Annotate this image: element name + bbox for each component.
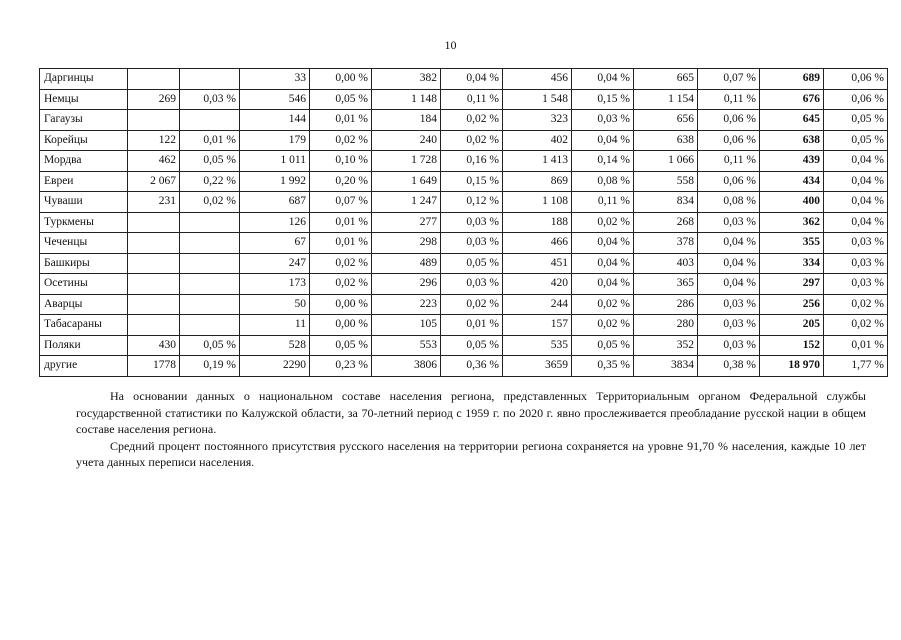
percent-cell: 0,04 % [698,233,760,254]
count-cell: 1778 [128,356,180,377]
count-cell: 33 [240,69,310,90]
count-cell: 402 [503,130,572,151]
percent-cell: 0,04 % [824,151,888,172]
count-cell: 1 148 [372,89,441,110]
percent-cell: 0,06 % [698,171,760,192]
count-cell: 298 [372,233,441,254]
count-cell [128,110,180,131]
percent-cell: 0,15 % [572,89,634,110]
nationality-name-cell: Чеченцы [40,233,128,254]
count-cell: 286 [634,294,698,315]
percent-cell: 0,11 % [698,89,760,110]
percent-cell: 0,06 % [824,89,888,110]
count-cell: 638 [760,130,824,151]
percent-cell [180,233,240,254]
percent-cell: 0,02 % [572,315,634,336]
percent-cell: 0,03 % [698,335,760,356]
percent-cell: 0,03 % [572,110,634,131]
count-cell [128,294,180,315]
count-cell: 1 011 [240,151,310,172]
table-row [40,171,888,192]
table-row [40,89,888,110]
percent-cell: 0,04 % [572,253,634,274]
paragraph-conclusion: На основании данных о национальном составе населения региона, представленных Территориальным органом Федеральной службы государственной статистики по Калужской области, за 70-летний период с 1959 г. по 2020 г. явно прослеживается преобладание русской нации в общем составе населения региона. [76,389,866,436]
table-row [40,69,888,90]
count-cell: 430 [128,335,180,356]
count-cell: 297 [760,274,824,295]
percent-cell: 0,00 % [310,315,372,336]
count-cell: 323 [503,110,572,131]
count-cell: 1 992 [240,171,310,192]
percent-cell: 0,11 % [572,192,634,213]
percent-cell: 0,02 % [310,274,372,295]
count-cell: 256 [760,294,824,315]
percent-cell: 0,07 % [310,192,372,213]
table-row [40,335,888,356]
nationality-name-cell: Осетины [40,274,128,295]
count-cell: 105 [372,315,441,336]
count-cell: 1 066 [634,151,698,172]
count-cell: 378 [634,233,698,254]
count-cell: 362 [760,212,824,233]
table-row [40,192,888,213]
percent-cell: 0,04 % [572,69,634,90]
percent-cell: 0,04 % [698,253,760,274]
percent-cell: 0,03 % [698,294,760,315]
percent-cell: 0,04 % [824,171,888,192]
table-row [40,315,888,336]
nationality-name-cell: Аварцы [40,294,128,315]
count-cell: 420 [503,274,572,295]
nationality-name-cell: Мордва [40,151,128,172]
count-cell: 334 [760,253,824,274]
percent-cell: 0,06 % [698,110,760,131]
count-cell: 126 [240,212,310,233]
count-cell [128,253,180,274]
percent-cell: 0,02 % [441,130,503,151]
percent-cell: 0,02 % [824,294,888,315]
count-cell: 462 [128,151,180,172]
percent-cell: 0,23 % [310,356,372,377]
percent-cell: 0,04 % [572,130,634,151]
table-row [40,253,888,274]
percent-cell: 0,14 % [572,151,634,172]
count-cell: 1 413 [503,151,572,172]
count-cell: 834 [634,192,698,213]
percent-cell: 0,01 % [310,212,372,233]
body-text [76,388,866,471]
count-cell: 67 [240,233,310,254]
percent-cell: 0,02 % [572,294,634,315]
count-cell: 2290 [240,356,310,377]
count-cell: 466 [503,233,572,254]
count-cell [128,233,180,254]
nationality-name-cell: Поляки [40,335,128,356]
count-cell: 1 548 [503,89,572,110]
percent-cell [180,253,240,274]
nationality-name-cell: Евреи [40,171,128,192]
percent-cell: 0,03 % [441,274,503,295]
nationality-name-cell: Башкиры [40,253,128,274]
nationality-name-cell: Корейцы [40,130,128,151]
percent-cell: 0,05 % [441,335,503,356]
count-cell: 1 154 [634,89,698,110]
percent-cell: 0,04 % [824,192,888,213]
count-cell [128,212,180,233]
percent-cell: 0,15 % [441,171,503,192]
count-cell: 687 [240,192,310,213]
count-cell: 231 [128,192,180,213]
percent-cell: 0,36 % [441,356,503,377]
percent-cell: 0,08 % [698,192,760,213]
percent-cell [180,315,240,336]
count-cell: 665 [634,69,698,90]
count-cell: 268 [634,212,698,233]
count-cell: 157 [503,315,572,336]
percent-cell: 0,02 % [824,315,888,336]
percent-cell: 0,02 % [310,130,372,151]
percent-cell: 0,05 % [824,130,888,151]
percent-cell: 0,03 % [824,274,888,295]
percent-cell [180,294,240,315]
percent-cell: 0,12 % [441,192,503,213]
percent-cell: 0,35 % [572,356,634,377]
percent-cell: 0,01 % [441,315,503,336]
page-number: 10 [444,38,457,52]
percent-cell: 0,19 % [180,356,240,377]
percent-cell: 1,77 % [824,356,888,377]
count-cell: 535 [503,335,572,356]
percent-cell: 0,03 % [824,233,888,254]
count-cell: 869 [503,171,572,192]
percent-cell: 0,16 % [441,151,503,172]
nationality-name-cell: Даргинцы [40,69,128,90]
count-cell: 50 [240,294,310,315]
percent-cell [180,274,240,295]
percent-cell: 0,05 % [180,151,240,172]
count-cell [128,274,180,295]
percent-cell: 0,01 % [310,110,372,131]
count-cell: 689 [760,69,824,90]
count-cell: 451 [503,253,572,274]
percent-cell: 0,03 % [824,253,888,274]
count-cell: 528 [240,335,310,356]
percent-cell [180,110,240,131]
count-cell: 205 [760,315,824,336]
percent-cell: 0,03 % [441,212,503,233]
count-cell: 352 [634,335,698,356]
table-row [40,151,888,172]
count-cell: 173 [240,274,310,295]
count-cell: 1 108 [503,192,572,213]
percent-cell: 0,22 % [180,171,240,192]
percent-cell: 0,05 % [310,335,372,356]
count-cell: 558 [634,171,698,192]
count-cell: 11 [240,315,310,336]
count-cell: 434 [760,171,824,192]
count-cell: 439 [760,151,824,172]
count-cell: 152 [760,335,824,356]
percent-cell [180,212,240,233]
percent-cell: 0,03 % [441,233,503,254]
table-body [40,69,888,377]
percent-cell: 0,01 % [824,335,888,356]
percent-cell: 0,02 % [441,110,503,131]
count-cell [128,315,180,336]
count-cell: 403 [634,253,698,274]
count-cell: 1 728 [372,151,441,172]
percent-cell: 0,02 % [441,294,503,315]
count-cell: 400 [760,192,824,213]
nationality-name-cell: Туркмены [40,212,128,233]
percent-cell [180,69,240,90]
count-cell: 3659 [503,356,572,377]
count-cell: 645 [760,110,824,131]
count-cell: 223 [372,294,441,315]
count-cell: 296 [372,274,441,295]
nationality-name-cell: Гагаузы [40,110,128,131]
count-cell: 1 247 [372,192,441,213]
percent-cell: 0,11 % [441,89,503,110]
table-row [40,130,888,151]
count-cell: 269 [128,89,180,110]
count-cell: 240 [372,130,441,151]
count-cell: 18 970 [760,356,824,377]
percent-cell: 0,05 % [310,89,372,110]
percent-cell: 0,02 % [310,253,372,274]
percent-cell: 0,38 % [698,356,760,377]
count-cell: 382 [372,69,441,90]
count-cell: 365 [634,274,698,295]
percent-cell: 0,03 % [698,315,760,336]
percent-cell: 0,05 % [572,335,634,356]
count-cell: 456 [503,69,572,90]
percent-cell: 0,03 % [180,89,240,110]
nationality-name-cell: Немцы [40,89,128,110]
table-row [40,274,888,295]
count-cell: 656 [634,110,698,131]
percent-cell: 0,11 % [698,151,760,172]
count-cell: 184 [372,110,441,131]
table-row [40,110,888,131]
percent-cell: 0,06 % [824,69,888,90]
count-cell: 3806 [372,356,441,377]
percent-cell: 0,03 % [698,212,760,233]
count-cell: 3834 [634,356,698,377]
percent-cell: 0,07 % [698,69,760,90]
count-cell: 638 [634,130,698,151]
count-cell: 676 [760,89,824,110]
count-cell: 122 [128,130,180,151]
percent-cell: 0,01 % [180,130,240,151]
table-row [40,356,888,377]
count-cell: 247 [240,253,310,274]
nationality-table [39,68,888,377]
percent-cell: 0,05 % [180,335,240,356]
nationality-name-cell: Табасараны [40,315,128,336]
count-cell: 179 [240,130,310,151]
percent-cell: 0,02 % [572,212,634,233]
percent-cell: 0,05 % [441,253,503,274]
count-cell: 244 [503,294,572,315]
count-cell [128,69,180,90]
percent-cell: 0,05 % [824,110,888,131]
count-cell: 2 067 [128,171,180,192]
count-cell: 277 [372,212,441,233]
percent-cell: 0,04 % [441,69,503,90]
table-row [40,294,888,315]
count-cell: 1 649 [372,171,441,192]
percent-cell: 0,20 % [310,171,372,192]
count-cell: 144 [240,110,310,131]
count-cell: 280 [634,315,698,336]
percent-cell: 0,04 % [824,212,888,233]
count-cell: 489 [372,253,441,274]
count-cell: 188 [503,212,572,233]
percent-cell: 0,04 % [572,274,634,295]
percent-cell: 0,01 % [310,233,372,254]
percent-cell: 0,06 % [698,130,760,151]
percent-cell: 0,00 % [310,294,372,315]
count-cell: 553 [372,335,441,356]
percent-cell: 0,10 % [310,151,372,172]
paragraph-average-percent: Средний процент постоянного присутствия русского населения на территории региона сохраняется на уровне 91,70 % населения, каждые 10 лет учета данных переписи населения. [76,438,866,469]
nationality-name-cell: Чуваши [40,192,128,213]
count-cell: 355 [760,233,824,254]
table-row [40,212,888,233]
percent-cell: 0,08 % [572,171,634,192]
percent-cell: 0,04 % [698,274,760,295]
percent-cell: 0,04 % [572,233,634,254]
table-row [40,233,888,254]
nationality-name-cell: другие [40,356,128,377]
count-cell: 546 [240,89,310,110]
percent-cell: 0,00 % [310,69,372,90]
percent-cell: 0,02 % [180,192,240,213]
